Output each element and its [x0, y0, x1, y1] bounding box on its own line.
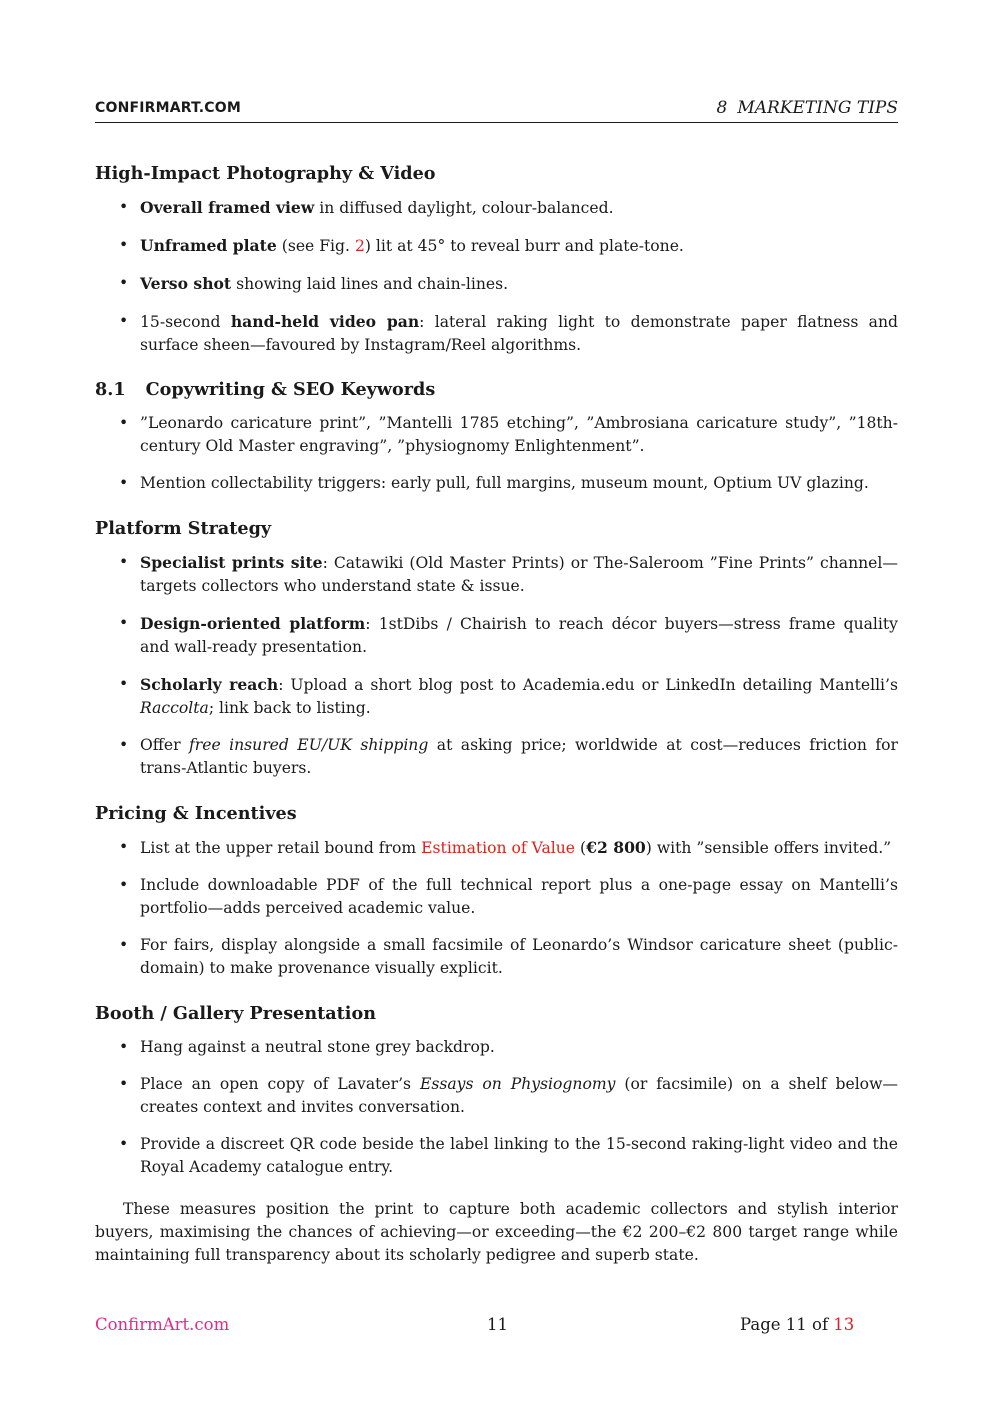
list-item: • Verso shot showing laid lines and chain-lines.: [95, 272, 898, 296]
list-item: • ”Leonardo caricature print”, ”Mantelli 1785 etching”, ”Ambrosiana caricature study”, ”18th-century Old Master engraving”, ”physiognomy Enlightenment”.: [95, 412, 898, 458]
list-item: • Hang against a neutral stone grey backdrop.: [95, 1036, 898, 1059]
list-item: • Mention collectability triggers: early pull, full margins, museum mount, Optium UV glazing.: [95, 472, 898, 495]
photography-list: [95, 196, 898, 357]
section-title: MARKETING TIPS: [737, 98, 898, 118]
list-item: • Include downloadable PDF of the full technical report plus a one-page essay on Mantelli’s portfolio—adds perceived academic value.: [95, 874, 898, 920]
list-item: • Offer free insured EU/UK shipping at asking price; worldwide at cost—reduces friction for trans-Atlantic buyers.: [95, 734, 898, 780]
heading-booth: Booth / Gallery Presentation: [95, 1003, 376, 1024]
list-item: • Place an open copy of Lavater’s Essays on Physiognomy (or facsimile) on a shelf below—creates context and invites conversation.: [95, 1073, 898, 1119]
running-header: [95, 98, 898, 123]
closing-paragraph: These measures position the print to capture both academic collectors and stylish interior buyers, maximising the chances of achieving—or exceeding—the €2 200–€2 800 target range while maintaining full transparency about its scholarly pedigree and superb state.: [95, 1200, 898, 1264]
booth-list: [95, 1036, 898, 1179]
total-pages-link[interactable]: 13: [833, 1315, 855, 1334]
heading-platform: Platform Strategy: [95, 518, 272, 539]
heading-pricing: Pricing & Incentives: [95, 803, 297, 824]
heading-seo: 8.1 Copywriting & SEO Keywords: [95, 379, 436, 400]
list-item: • For fairs, display alongside a small facsimile of Leonardo’s Windsor caricature sheet (public-domain) to make provenance visually explicit.: [95, 934, 898, 980]
page-body: [95, 160, 898, 1267]
list-item: • Design-oriented platform: 1stDibs / Chairish to reach décor buyers—stress frame quality and wall-ready presentation.: [95, 612, 898, 659]
list-item: • Scholarly reach: Upload a short blog post to Academia.edu or LinkedIn detailing Mantelli’s Raccolta; link back to listing.: [95, 673, 898, 720]
page-footer: [95, 1315, 898, 1337]
section-number: 8: [716, 98, 728, 118]
running-section-title: [717, 98, 898, 118]
footer-page-number: 11: [487, 1315, 508, 1334]
list-item: • Overall framed view in diffused daylight, colour-balanced.: [95, 196, 898, 220]
figure-link[interactable]: 2: [354, 237, 365, 255]
list-item: • List at the upper retail bound from Estimation of Value (€2 800) with ”sensible offers invited.”: [95, 836, 898, 860]
estimation-of-value-link[interactable]: Estimation of Value: [421, 839, 576, 857]
subsection-number: 8.1: [95, 379, 126, 400]
list-item: • 15-second hand-held video pan: lateral raking light to demonstrate paper flatness and surface sheen—favoured by Instagram/Reel algorithms.: [95, 310, 898, 357]
list-item: • Specialist prints site: Catawiki (Old Master Prints) or The-Saleroom ”Fine Prints” channel—targets collectors who understand state & issue.: [95, 551, 898, 598]
footer-site-link[interactable]: ConfirmArt.com: [95, 1315, 230, 1334]
heading-photography: High-Impact Photography & Video: [95, 163, 436, 184]
pricing-list: [95, 836, 898, 980]
list-item: • Unframed plate (see Fig. 2) lit at 45° to reveal burr and plate-tone.: [95, 234, 898, 258]
list-item: • Provide a discreet QR code beside the label linking to the 15-second raking-light video and the Royal Academy catalogue entry.: [95, 1133, 898, 1179]
site-logo: CONFIRMART.COM: [95, 100, 242, 116]
footer-page-count: Page 11 of 13: [740, 1315, 855, 1334]
seo-list: [95, 412, 898, 495]
platform-list: [95, 551, 898, 780]
